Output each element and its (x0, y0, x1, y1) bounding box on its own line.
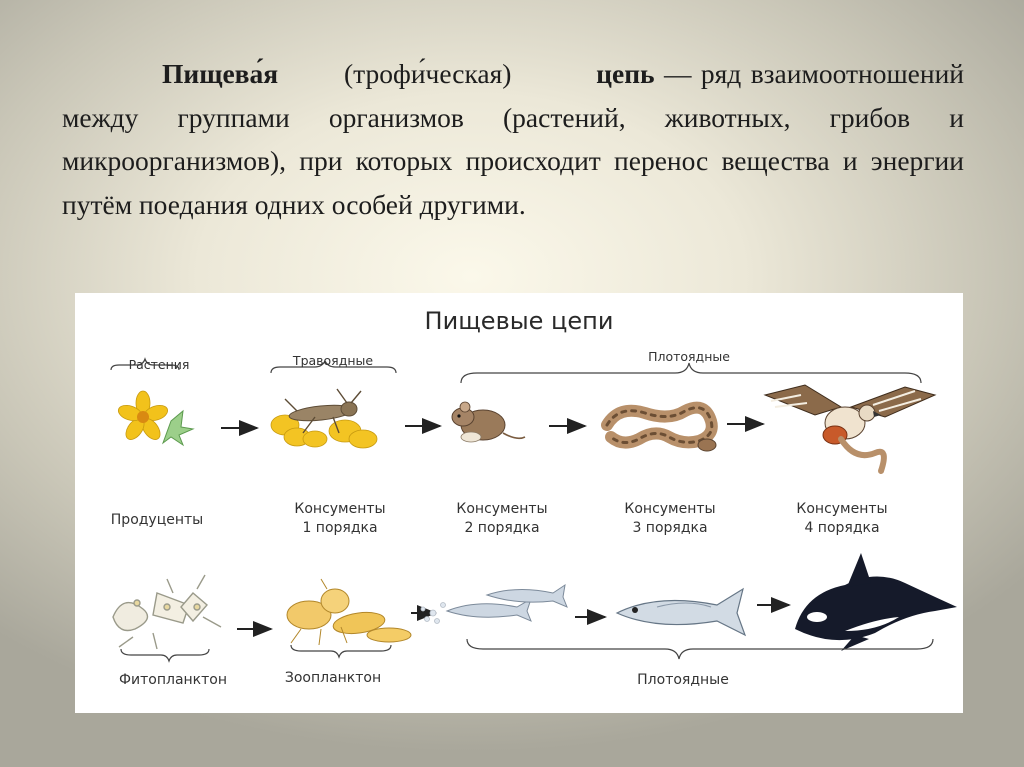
food-chain-figure (75, 293, 963, 713)
trophic-level-1-line1: Консументы (294, 501, 386, 517)
trophic-level-3-line2: 3 порядка (632, 520, 708, 536)
label-phytoplankton: Фитопланктон (118, 672, 228, 688)
brace-carnivores-bottom (467, 639, 933, 659)
trophic-level-2-line2: 2 порядка (464, 520, 540, 536)
trophic-level-4-line1: Консументы (796, 501, 888, 517)
term-chain: цепь (596, 58, 655, 89)
zooplankton-icon (287, 579, 411, 645)
brace-phytoplankton (121, 649, 209, 661)
small-fish-icon (421, 585, 567, 624)
large-fish-icon (617, 589, 745, 635)
label-plants: Растения (128, 357, 190, 372)
trophic-level-2-line1: Консументы (456, 501, 548, 517)
phytoplankton-icon (113, 575, 221, 649)
trophic-level-0 (111, 511, 203, 530)
trophic-level-3 (624, 500, 715, 538)
mouse-icon (452, 402, 525, 442)
trophic-level-1-line2: 1 порядка (302, 520, 378, 536)
snake-icon (607, 408, 716, 451)
trophic-level-2 (456, 500, 547, 538)
trophic-level-1 (294, 500, 385, 538)
term-food-chain: Пищева́я (162, 58, 279, 89)
trophic-level-3-line1: Консументы (624, 501, 716, 517)
label-carnivores-top: Плотоядные (648, 349, 730, 364)
brace-carnivores (461, 363, 921, 383)
trophic-level-0-line1: Продуценты (110, 512, 204, 528)
definition-body: — ряд взаимоотношений между группами организмов (растений, животных, грибов и микроорганизмов), при которых происходит перенос вещества и энергии путём поедания одних особей другими. (62, 58, 965, 220)
flower-icon (116, 391, 193, 445)
label-carnivores-bottom: Плотоядные (637, 672, 729, 688)
hawk-icon (765, 385, 935, 471)
orca-icon (795, 553, 957, 651)
label-herbivores: Травоядные (292, 353, 374, 368)
trophic-level-4 (796, 500, 887, 538)
figure-title: Пищевые цепи (424, 307, 614, 335)
brace-zooplankton (291, 645, 391, 657)
trophic-level-4-line2: 4 порядка (804, 520, 880, 536)
label-zooplankton: Зоопланктон (284, 670, 382, 686)
definition-text (62, 52, 964, 226)
term-alt: (трофи́ческая) (344, 58, 512, 89)
grasshopper-on-flower-icon (271, 389, 377, 448)
